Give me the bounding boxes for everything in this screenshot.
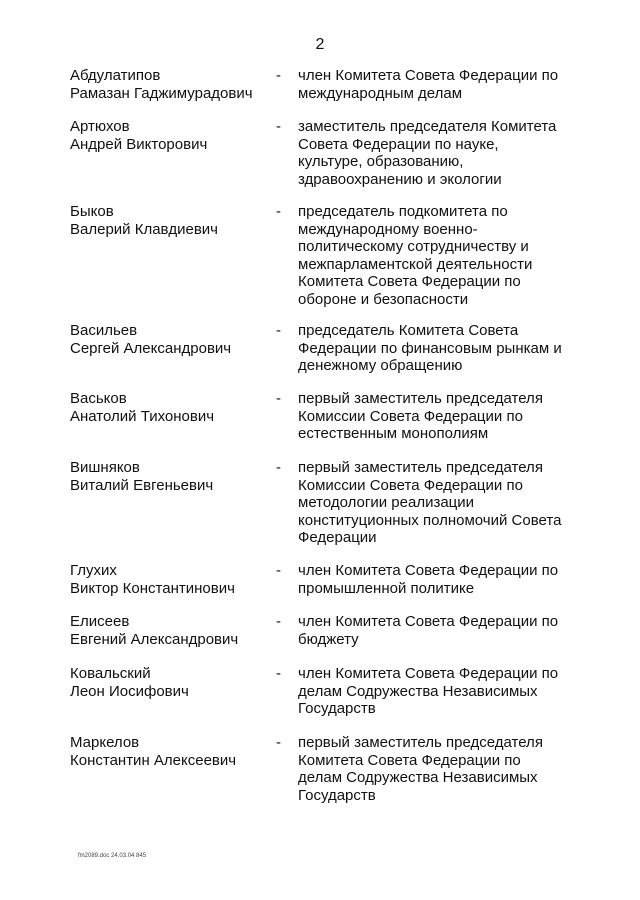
dash-separator: - <box>276 613 281 630</box>
role-line: делам Содружества Независимых <box>298 682 538 700</box>
member-role <box>298 118 598 188</box>
role-line: Комитета Совета Федерации по <box>298 751 521 769</box>
role-line: естественным монополиям <box>298 425 489 442</box>
member-name <box>70 459 270 494</box>
role-line: первый заместитель председателя <box>298 390 543 407</box>
member-surname: Артюхов <box>70 118 130 135</box>
member-given-names: Константин Алексеевич <box>70 751 237 769</box>
role-line: первый заместитель председателя <box>298 734 543 751</box>
role-line: политическому сотрудничеству и <box>298 238 529 255</box>
role-line: заместитель председателя Комитета <box>298 118 557 135</box>
role-line: Комитета Совета Федерации по <box>298 273 521 290</box>
member-role <box>298 67 598 102</box>
role-line: первый заместитель председателя <box>298 459 543 476</box>
member-role <box>298 390 598 443</box>
member-given-names: Виталий Евгеньевич <box>70 476 214 494</box>
member-surname: Васьков <box>70 390 127 407</box>
member-given-names: Валерий Клавдиевич <box>70 220 218 238</box>
role-line: Комиссии Совета Федерации по <box>298 476 523 494</box>
role-line: председатель Комитета Совета <box>298 322 519 339</box>
role-line: Федерации по финансовым рынкам и <box>298 339 562 357</box>
member-name <box>70 734 270 769</box>
role-line: методологии реализации <box>298 494 475 511</box>
member-given-names: Евгений Александрович <box>70 630 239 648</box>
member-surname: Ковальский <box>70 665 151 682</box>
role-line: межпарламентской деятельности <box>298 255 533 273</box>
member-name <box>70 613 270 648</box>
role-line: здравоохранению и экологии <box>298 170 502 188</box>
role-line: Комиссии Совета Федерации по <box>298 407 523 425</box>
member-surname: Елисеев <box>70 613 130 630</box>
member-given-names: Андрей Викторович <box>70 135 208 153</box>
dash-separator: - <box>276 67 281 84</box>
role-line: культуре, образованию, <box>298 153 464 170</box>
member-given-names: Сергей Александрович <box>70 339 232 357</box>
dash-separator: - <box>276 118 281 135</box>
member-given-names: Анатолий Тихонович <box>70 407 215 425</box>
member-name <box>70 118 270 153</box>
member-given-names: Леон Иосифович <box>70 682 189 700</box>
member-name <box>70 203 270 238</box>
role-line: бюджету <box>298 630 359 648</box>
member-given-names: Виктор Константинович <box>70 579 235 597</box>
document-footer: fm2089.doc 24.03.04 845 <box>78 853 147 859</box>
role-line: Государств <box>298 700 376 717</box>
role-line: промышленной политике <box>298 579 475 597</box>
role-line: международным делам <box>298 84 463 102</box>
member-surname: Вишняков <box>70 459 140 476</box>
member-surname: Васильев <box>70 322 138 339</box>
member-surname: Глухих <box>70 562 117 579</box>
member-role <box>298 734 598 804</box>
member-role <box>298 459 598 547</box>
role-line: член Комитета Совета Федерации по <box>298 67 559 84</box>
member-name <box>70 562 270 597</box>
member-name <box>70 322 270 357</box>
role-line: член Комитета Совета Федерации по <box>298 613 559 630</box>
member-name <box>70 665 270 700</box>
dash-separator: - <box>276 734 281 751</box>
dash-separator: - <box>276 562 281 579</box>
member-role <box>298 322 598 375</box>
role-line: обороне и безопасности <box>298 290 469 308</box>
member-role <box>298 665 598 718</box>
role-line: конституционных полномочий Совета <box>298 511 562 529</box>
member-name <box>70 390 270 425</box>
role-line: денежному обращению <box>298 357 463 374</box>
member-surname: Быков <box>70 203 114 220</box>
member-surname: Абдулатипов <box>70 67 161 84</box>
dash-separator: - <box>276 390 281 407</box>
role-line: международному военно- <box>298 220 478 238</box>
member-role <box>298 613 598 648</box>
dash-separator: - <box>276 322 281 339</box>
member-role <box>298 203 598 308</box>
role-line: Государств <box>298 786 376 804</box>
dash-separator: - <box>276 203 281 220</box>
role-line: Федерации <box>298 529 377 546</box>
role-line: председатель подкомитета по <box>298 203 508 220</box>
member-surname: Маркелов <box>70 734 140 751</box>
role-line: делам Содружества Независимых <box>298 769 538 786</box>
member-name <box>70 67 270 102</box>
role-line: Совета Федерации по науке, <box>298 135 499 153</box>
page-number: 2 <box>315 36 325 53</box>
member-given-names: Рамазан Гаджимурадович <box>70 84 253 102</box>
dash-separator: - <box>276 665 281 682</box>
dash-separator: - <box>276 459 281 476</box>
role-line: член Комитета Совета Федерации по <box>298 562 559 579</box>
role-line: член Комитета Совета Федерации по <box>298 665 559 682</box>
member-role <box>298 562 598 597</box>
